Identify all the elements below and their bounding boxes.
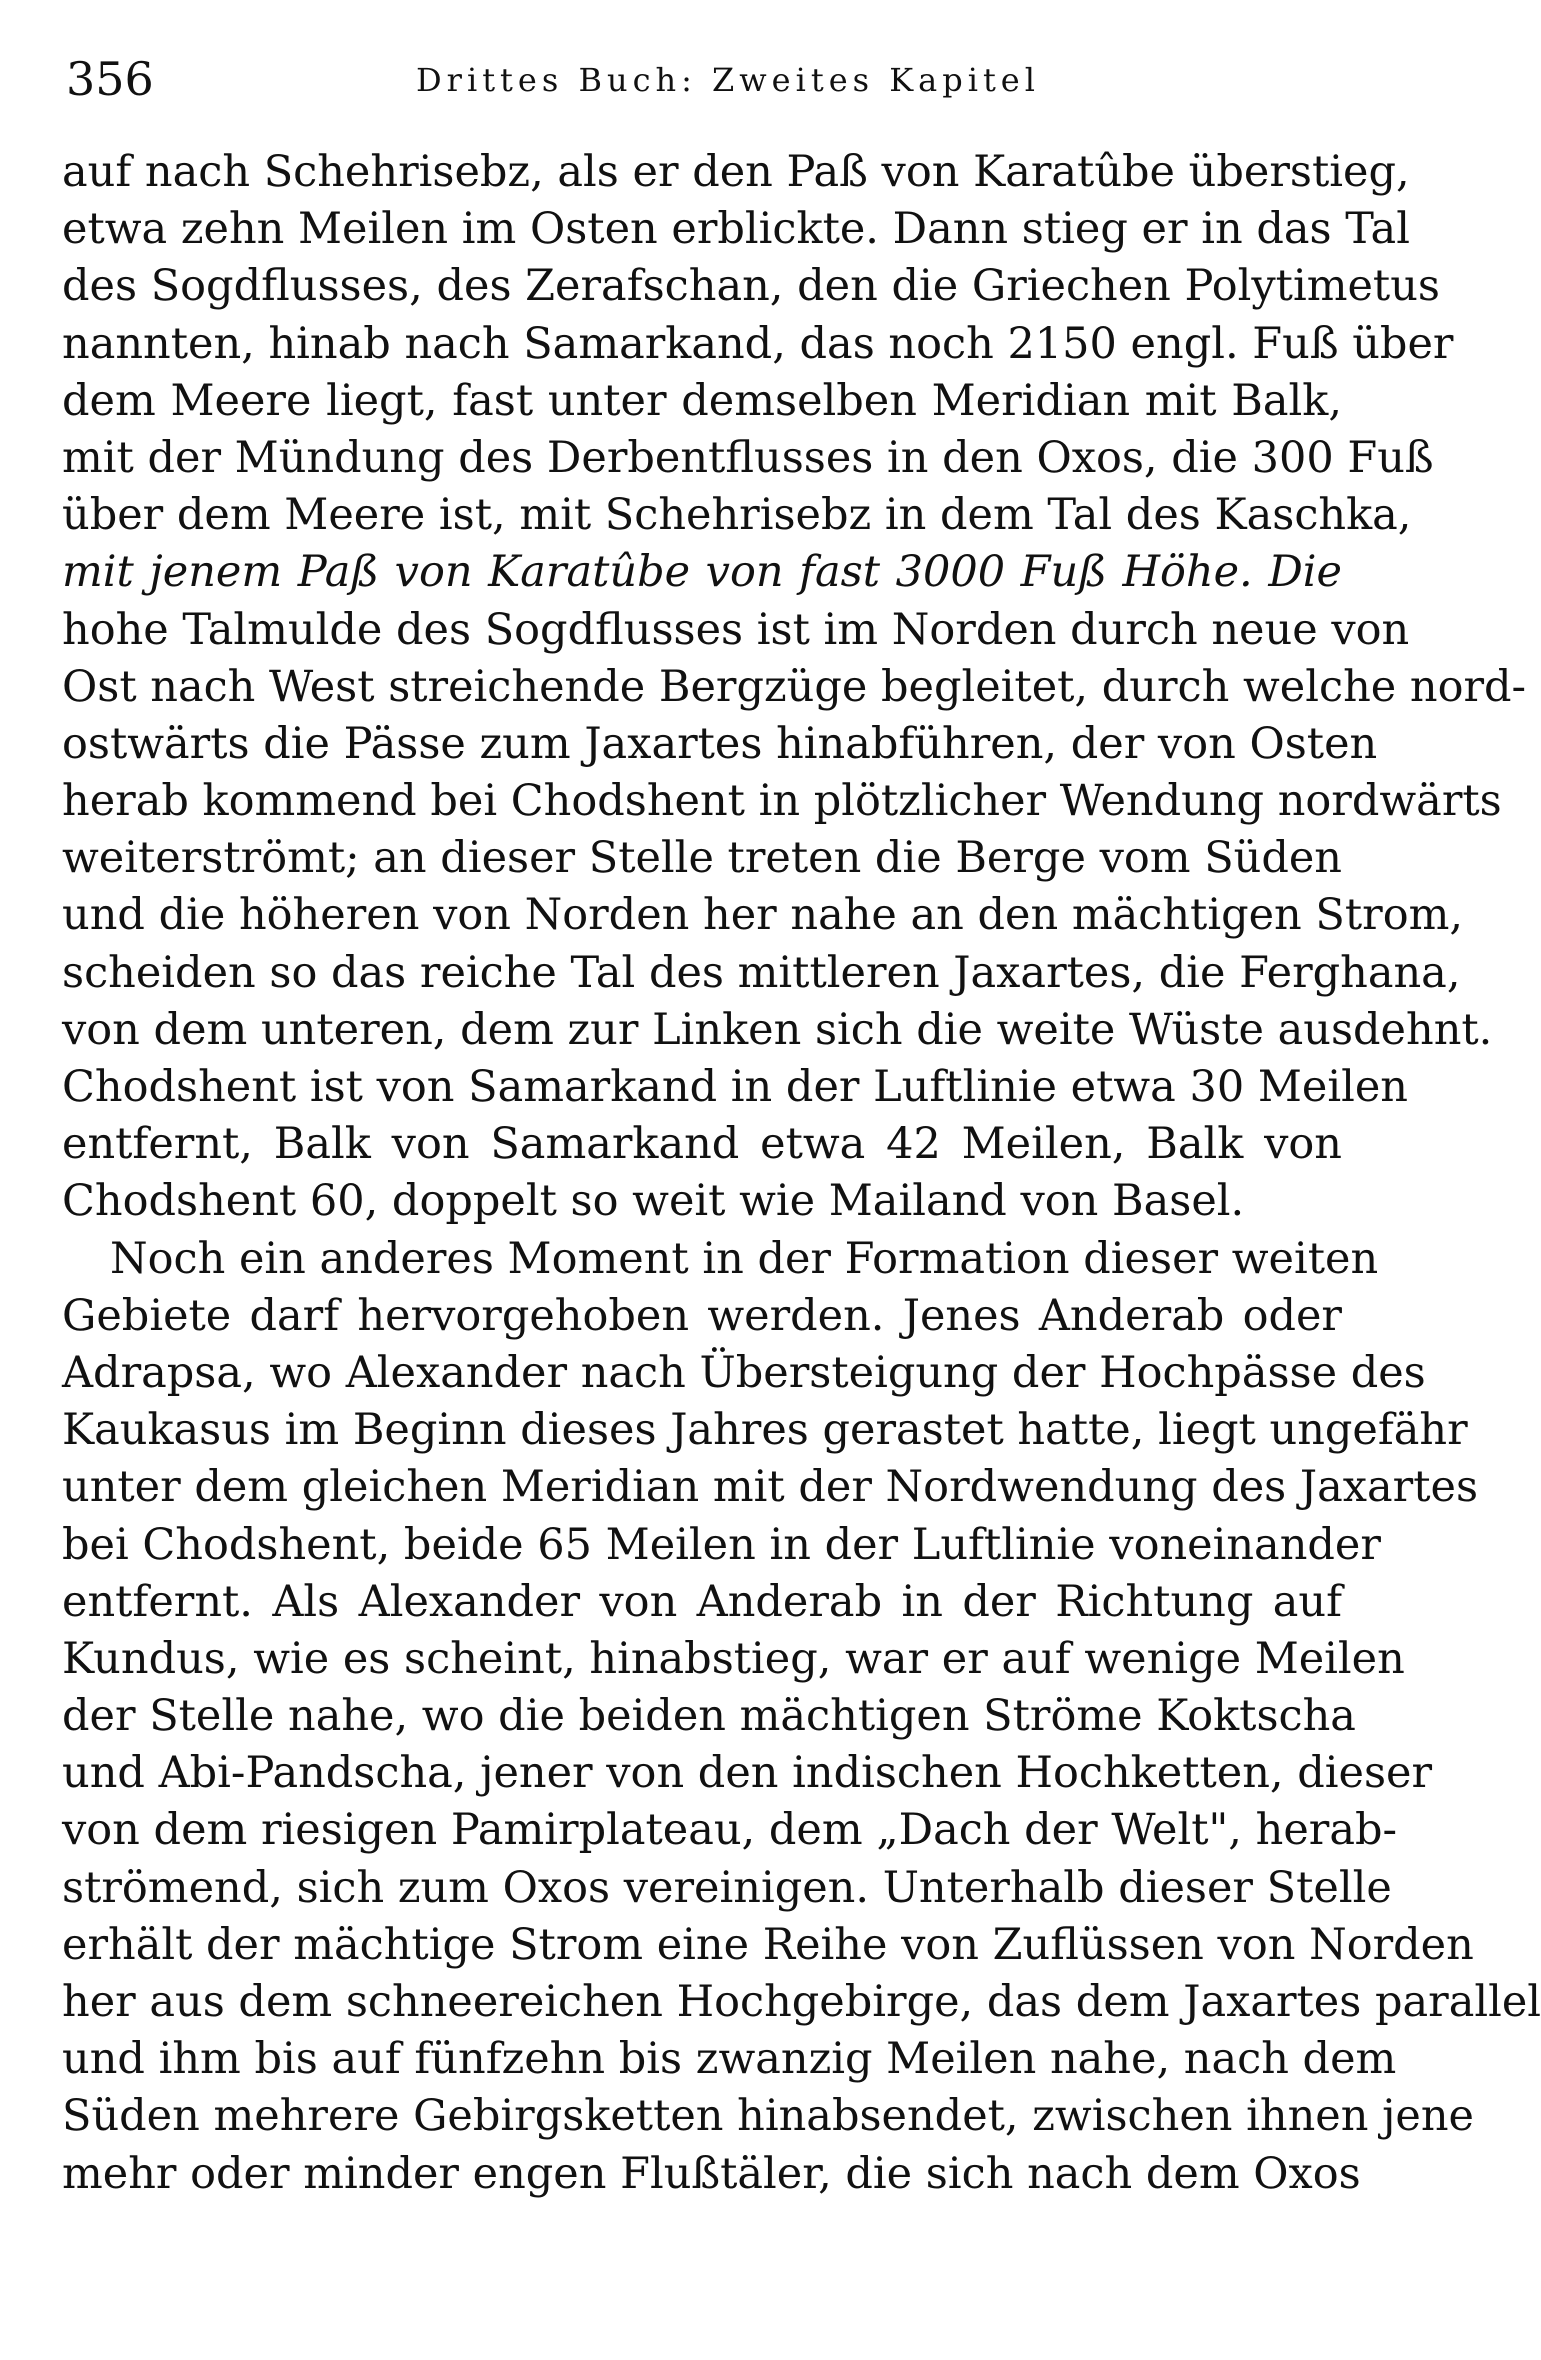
text-line: Chodshent 60, doppelt so weit wie Mailand von Basel. — [62, 1176, 1245, 1227]
text-line: Noch ein anderes Moment in der Formation dieser weiten — [110, 1233, 1379, 1284]
text-line: mehr oder minder engen Flußtäler, die sich nach dem Oxos — [62, 2148, 1361, 2199]
text-line: Chodshent ist von Samarkand in der Luftlinie etwa 30 Meilen — [62, 1062, 1408, 1112]
text-line: über dem Meere ist, mit Schehrisebz in dem Tal des Kaschka, — [62, 490, 1412, 541]
body-text — [62, 144, 1541, 2203]
text-line: hohe Talmulde des Sogdflusses ist im Norden durch neue von — [62, 604, 1410, 655]
text-line: auf nach Schehrisebz, als er den Paß von Karatûbe überstieg, — [62, 147, 1410, 197]
text-line: unter dem gleichen Meridian mit der Nordwendung des Jaxartes — [62, 1462, 1479, 1513]
text-line: weiterströmt; an dieser Stelle treten die Berge vom Süden — [62, 833, 1343, 884]
text-line: Kaukasus im Beginn dieses Jahres gerastet hatte, liegt ungefähr — [62, 1405, 1468, 1456]
text-line: her aus dem schneereichen Hochgebirge, das dem Jaxartes parallel — [62, 1977, 1541, 2027]
text-line: und die höheren von Norden her nahe an den mächtigen Strom, — [62, 890, 1464, 941]
text-line: Süden mehrere Gebirgsketten hinabsendet, zwischen ihnen jene — [62, 2091, 1475, 2142]
text-line: mit jenem Paß von Karatûbe von fast 3000 Fuß Höhe. Die — [62, 547, 1342, 598]
text-line: herab kommend bei Chodshent in plötzlicher Wendung nordwärts — [62, 776, 1502, 827]
text-line: Kundus, wie es scheint, hinabstieg, war er auf wenige Meilen — [62, 1633, 1405, 1684]
text-line: scheiden so das reiche Tal des mittleren Jaxartes, die Ferghana, — [62, 947, 1461, 998]
text-line: dem Meere liegt, fast unter demselben Meridian mit Balk, — [62, 375, 1342, 426]
text-line: ostwärts die Pässe zum Jaxartes hinabführen, der von Osten — [62, 718, 1378, 769]
text-line: Gebiete darf hervorgehoben werden. Jenes Anderab oder — [62, 1290, 1342, 1341]
text-line: etwa zehn Meilen im Osten erblickte. Dann stieg er in das Tal — [62, 204, 1410, 255]
text-line: erhält der mächtige Strom eine Reihe von Zuflüssen von Norden — [62, 1919, 1474, 1970]
text-line: des Sogdflusses, des Zerafschan, den die Griechen Polytimetus — [62, 261, 1440, 312]
text-line: Adrapsa, wo Alexander nach Übersteigung der Hochpässe des — [62, 1347, 1426, 1398]
text-line: und ihm bis auf fünfzehn bis zwanzig Meilen nahe, nach dem — [62, 2034, 1397, 2085]
running-head: Drittes Buch: Zweites Kapitel — [416, 61, 1040, 99]
text-line: nannten, hinab nach Samarkand, das noch 2150 engl. Fuß über — [62, 318, 1454, 369]
text-line: von dem riesigen Pamirplateau, dem „Dach der Welt", herab- — [62, 1805, 1398, 1856]
page-number: 356 — [66, 52, 154, 106]
text-line: der Stelle nahe, wo die beiden mächtigen Ströme Koktscha — [62, 1691, 1356, 1742]
page-header — [66, 44, 1316, 114]
text-line: mit der Mündung des Derbentflusses in den Oxos, die 300 Fuß — [62, 432, 1434, 483]
text-line: bei Chodshent, beide 65 Meilen in der Luftlinie voneinander — [62, 1519, 1381, 1570]
text-line: von dem unteren, dem zur Linken sich die weite Wüste ausdehnt. — [62, 1004, 1493, 1055]
text-line: entfernt, Balk von Samarkand etwa 42 Meilen, Balk von — [62, 1119, 1342, 1170]
text-line: entfernt. Als Alexander von Anderab in der Richtung auf — [62, 1576, 1342, 1627]
text-line: und Abi-Pandscha, jener von den indischen Hochketten, dieser — [62, 1748, 1433, 1799]
text-line: Ost nach West streichende Bergzüge begleitet, durch welche nord- — [62, 661, 1527, 712]
text-line: strömend, sich zum Oxos vereinigen. Unterhalb dieser Stelle — [62, 1862, 1392, 1913]
